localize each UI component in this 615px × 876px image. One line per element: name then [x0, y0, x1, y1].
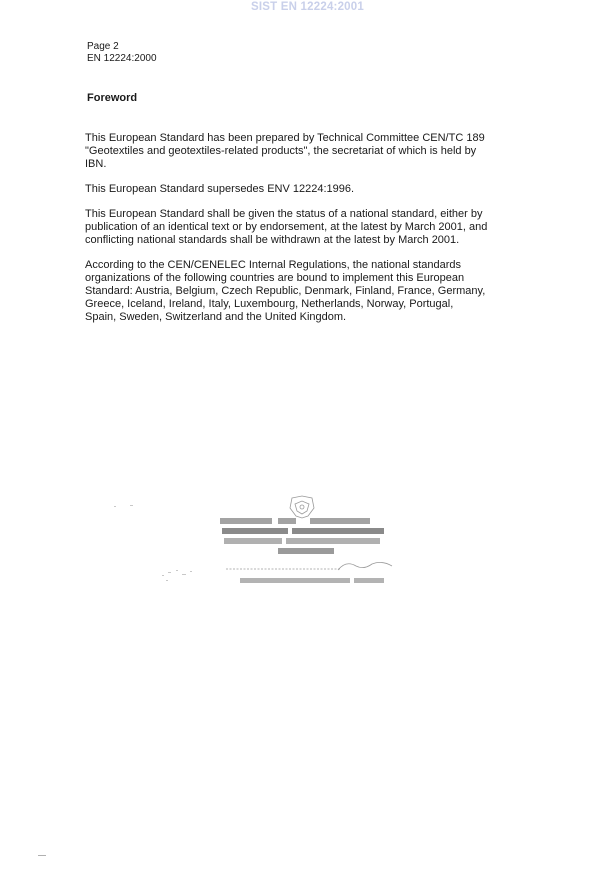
- scan-mark: [38, 855, 46, 856]
- paragraph-committee: This European Standard has been prepared by Technical Committee CEN/TC 189 "Geotextiles and geotextiles-related products", the secretariat of which is held by IBN.: [85, 132, 485, 170]
- document-watermark: SIST EN 12224:2001: [251, 1, 364, 13]
- paragraph-status: This European Standard shall be given the status of a national standard, either by publication of an identical text or by endorsement, at the latest by March 2001, and conflicting national standards shall be withdrawn at the latest by March 2001.: [85, 208, 488, 246]
- foreword-body: [85, 132, 515, 336]
- page-header: [87, 41, 157, 65]
- page-number: Page 2: [87, 41, 119, 52]
- standard-id: EN 12224:2000: [87, 53, 157, 64]
- section-title: Foreword: [87, 92, 138, 104]
- stamp-graphic: [110, 490, 420, 600]
- paragraph-countries: According to the CEN/CENELEC Internal Regulations, the national standards organizations of the following countries are bound to implement this European Standard: Austria, Belgium, Czech Republic, Denmark, Finland, France, Germany, Greece, Iceland, Ireland, Italy, Luxembourg, Netherlands, Norway, Portugal, Spain, Sweden, Switzerland and the United Kingdom.: [85, 259, 486, 323]
- paragraph-supersedes: This European Standard supersedes ENV 12224:1996.: [85, 183, 355, 195]
- official-seal-stamp-icon: [110, 490, 420, 600]
